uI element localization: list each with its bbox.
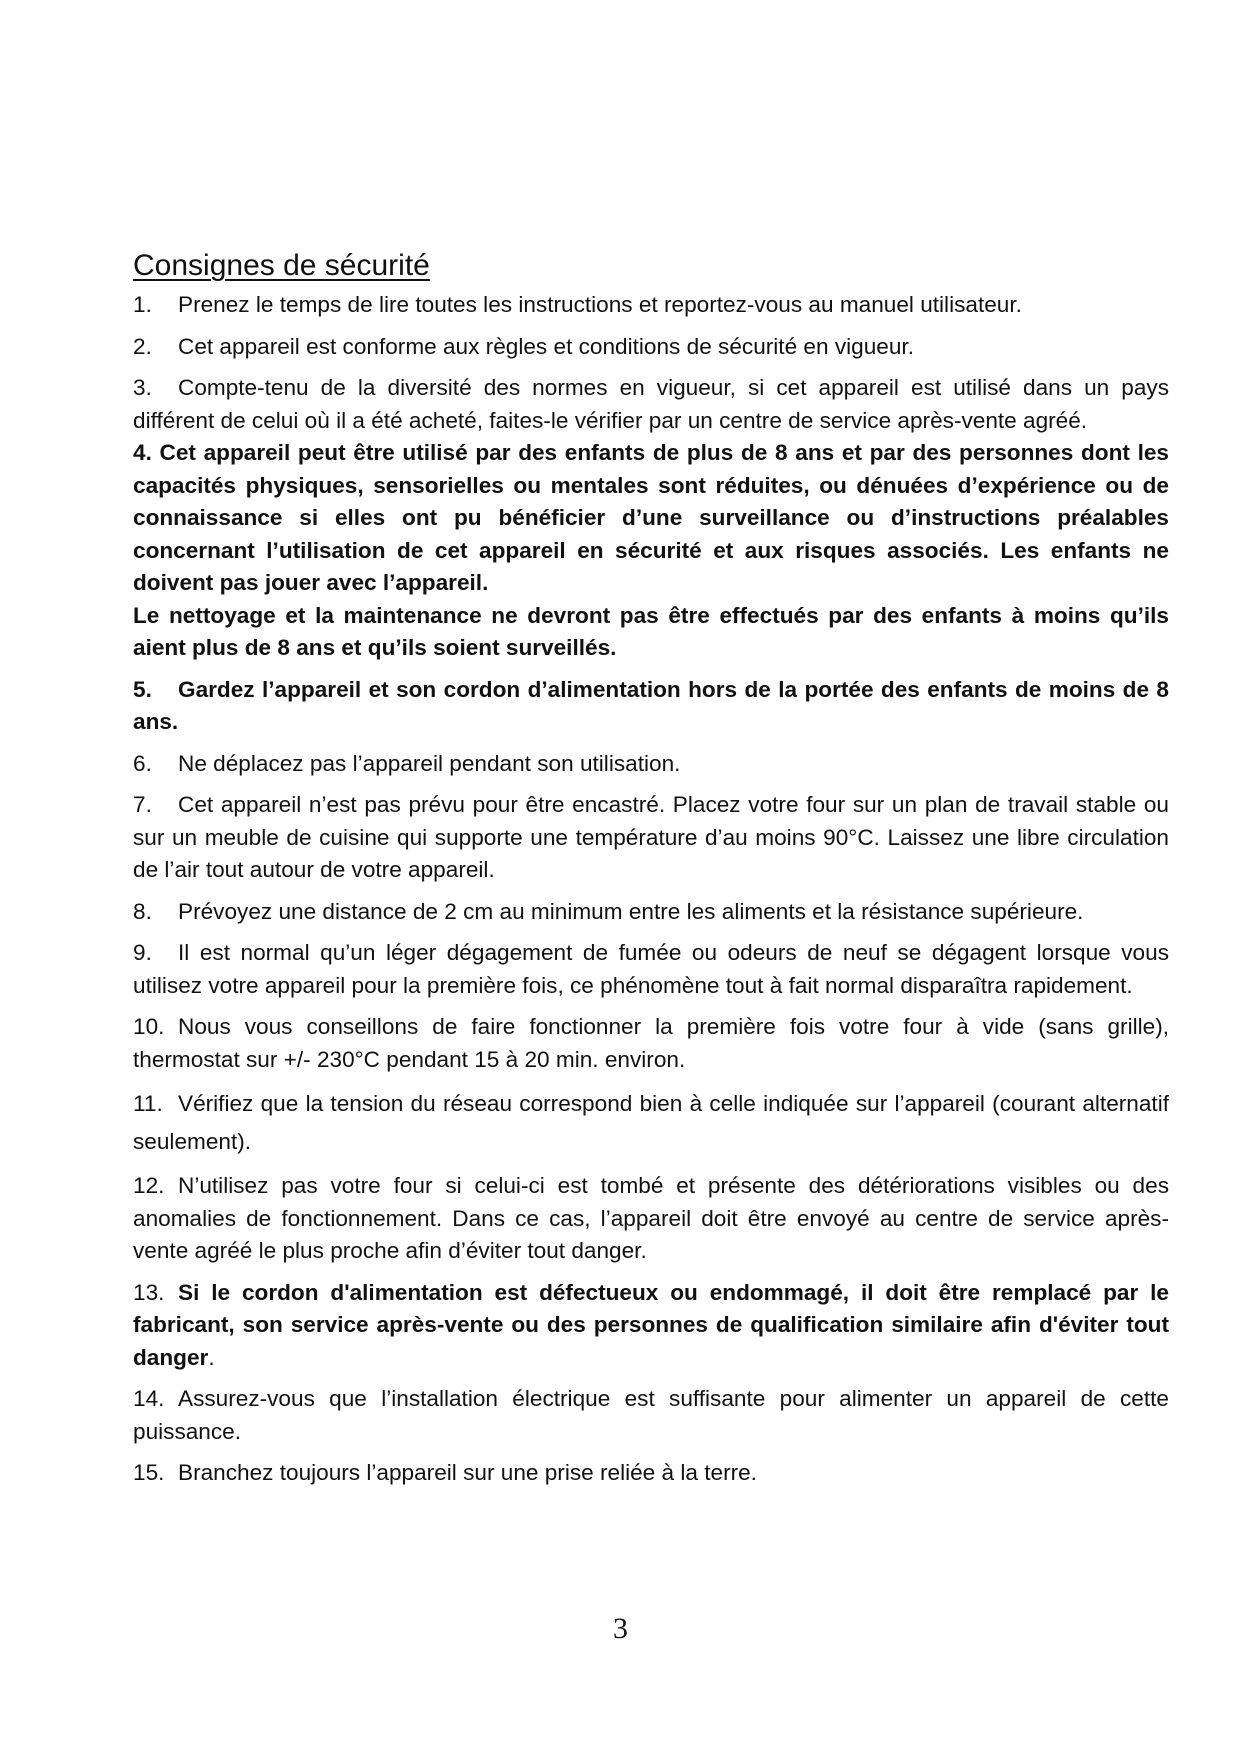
item-text: Vérifiez que la tension du réseau correspond bien à celle indiquée sur l’appareil (courant alternatif seulement).	[133, 1091, 1169, 1154]
item-number: 5.	[133, 676, 152, 702]
item-text: Prenez le temps de lire toutes les instructions et reportez-vous au manuel utilisateur.	[178, 292, 1022, 317]
list-item-5	[133, 674, 1169, 739]
list-item-4-continued	[133, 600, 1169, 665]
item-number: 2.	[133, 333, 152, 359]
item-number: 13.	[133, 1279, 165, 1305]
item-number: 15.	[133, 1460, 165, 1485]
item-text: Assurez-vous que l’installation électrique est suffisante pour alimenter un appareil de cette puissance.	[133, 1386, 1169, 1444]
item-text: Ne déplacez pas l’appareil pendant son utilisation.	[178, 750, 681, 776]
list-item-12	[133, 1170, 1169, 1268]
list-item-6	[133, 748, 1169, 781]
item-number: 11.	[133, 1091, 163, 1116]
item-number: 6.	[133, 750, 152, 776]
list-item-7	[133, 789, 1169, 887]
item-text: Branchez toujours l’appareil sur une prise reliée à la terre.	[178, 1460, 757, 1485]
item-number: 9.	[133, 940, 152, 965]
item-text: Cet appareil est conforme aux règles et conditions de sécurité en vigueur.	[178, 333, 914, 359]
item-number: 1.	[133, 292, 152, 317]
item-text: Nous vous conseillons de faire fonctionner la première fois votre four à vide (sans grille), thermostat sur +/- 230°C pendant 15 à 20 min. environ.	[133, 1014, 1169, 1072]
item-text: Compte-tenu de la diversité des normes en vigueur, si cet appareil est utilisé dans un pays différent de celui où il a été acheté, faites-le vérifier par un centre de service après-vente agréé.	[133, 375, 1169, 433]
list-item-15	[133, 1457, 1169, 1490]
item-text: Le nettoyage et la maintenance ne devront pas être effectués par des enfants à moins qu’ils aient plus de 8 ans et qu’ils soient surveillés.	[133, 602, 1169, 660]
item-text: N’utilisez pas votre four si celui-ci est tombé et présente des détériorations visibles ou des anomalies de fonctionnement. Dans ce cas, l’appareil doit être envoyé au centre de service après-vente agréé le plus proche afin d’éviter tout danger.	[133, 1173, 1169, 1263]
list-item-11	[133, 1085, 1169, 1161]
document-page	[133, 248, 1169, 1499]
list-item-3	[133, 372, 1169, 437]
item-text: Cet appareil n’est pas prévu pour être encastré. Placez votre four sur un plan de travail stable ou sur un meuble de cuisine qui supporte une température d’au moins 90°C. Laissez une libre circulation de l’air tout autour de votre appareil.	[133, 792, 1169, 882]
list-item-13	[133, 1277, 1169, 1375]
list-item-2	[133, 331, 1169, 364]
item-number: 10.	[133, 1014, 165, 1039]
list-item-14	[133, 1383, 1169, 1448]
list-item-9	[133, 937, 1169, 1002]
item-suffix: .	[208, 1344, 215, 1370]
list-item-8	[133, 896, 1169, 929]
item-text: Prévoyez une distance de 2 cm au minimum entre les aliments et la résistance supérieure.	[178, 898, 1084, 924]
item-text: Si le cordon d'alimentation est défectueux ou endommagé, il doit être remplacé par le fabricant, son service après-vente ou des personnes de qualification similaire afin d'éviter tout danger	[133, 1279, 1169, 1370]
item-text: Il est normal qu’un léger dégagement de fumée ou odeurs de neuf se dégagent lorsque vous utilisez votre appareil pour la première fois, ce phénomène tout à fait normal disparaîtra rapidement.	[133, 940, 1169, 998]
list-item-1	[133, 289, 1169, 322]
list-item-10	[133, 1011, 1169, 1076]
item-number: 8.	[133, 898, 152, 924]
list-item-4	[133, 437, 1169, 600]
page-number: 3	[613, 1612, 628, 1645]
item-number: 7.	[133, 792, 152, 817]
page-title: Consignes de sécurité	[133, 249, 430, 282]
item-number: 3.	[133, 375, 152, 400]
item-number: 12.	[133, 1173, 165, 1198]
item-text: Gardez l’appareil et son cordon d’alimentation hors de la portée des enfants de moins de 8 ans.	[133, 676, 1169, 734]
item-number: 14.	[133, 1386, 165, 1411]
item-text: 4. Cet appareil peut être utilisé par des enfants de plus de 8 ans et par des personnes dont les capacités physiques, sensorielles ou mentales sont réduites, ou dénuées d’expérience ou de connaissance si elles ont pu bénéficier d’une surveillance ou d’instructions préalables concernant l’utilisation de cet appareil en sécurité et aux risques associés. Les enfants ne doivent pas jouer avec l’appareil.	[133, 440, 1169, 595]
